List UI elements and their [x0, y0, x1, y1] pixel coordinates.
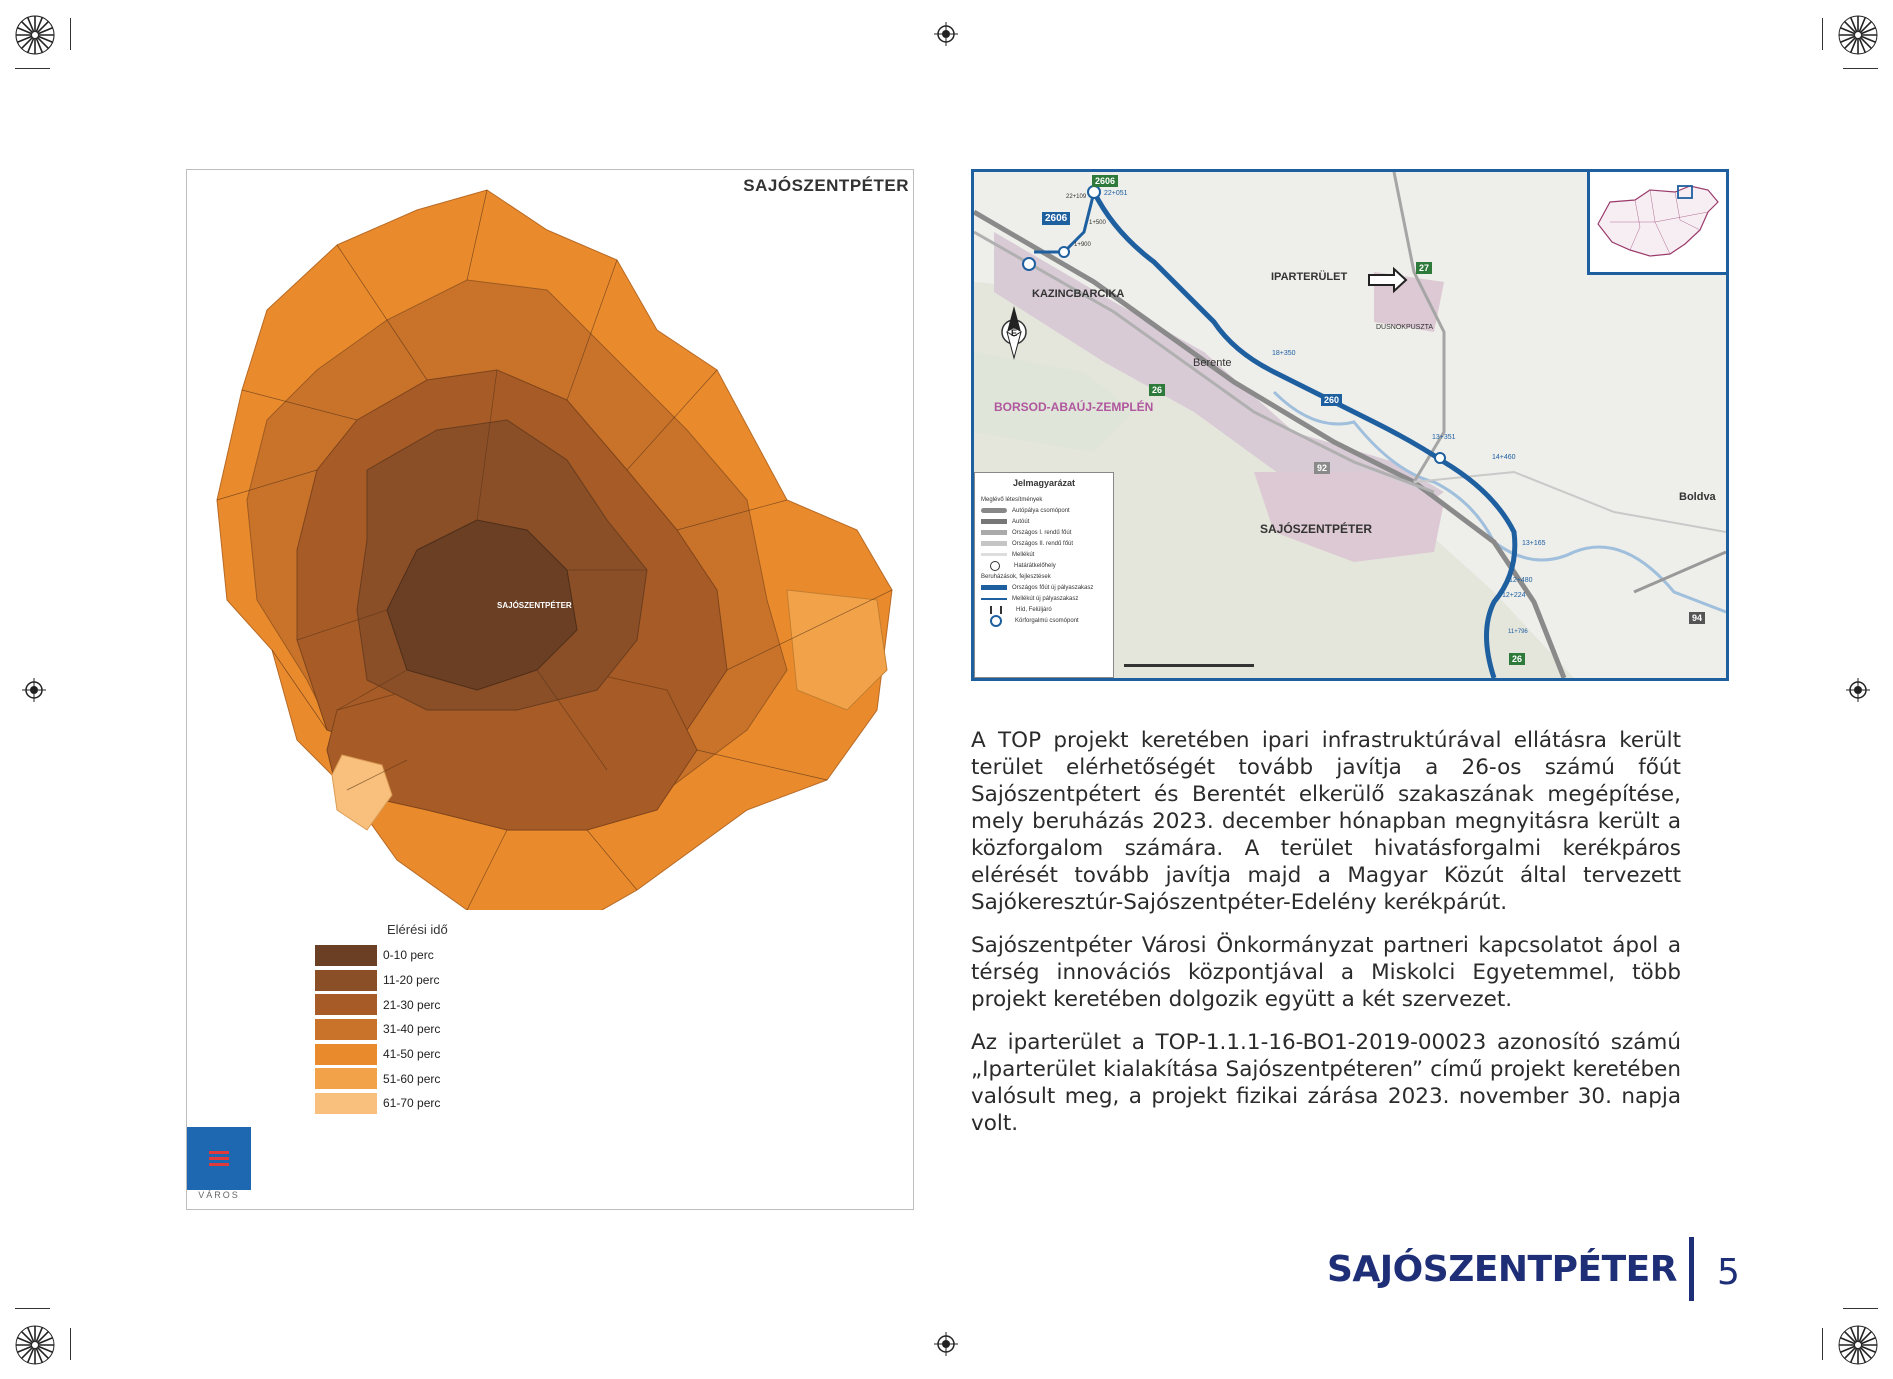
legend-item — [975, 571, 1113, 582]
legend-item — [975, 505, 1113, 516]
road-shield: 260 — [1321, 394, 1342, 406]
map-legend — [315, 922, 448, 1116]
km-mark: 18+350 — [1272, 350, 1296, 357]
legend-item — [975, 560, 1113, 571]
legend-item — [975, 615, 1113, 626]
registration-mark-bottom-right — [1838, 1325, 1878, 1365]
legend-item — [975, 593, 1113, 604]
legend-item — [975, 549, 1113, 560]
crop-line — [1822, 1328, 1823, 1360]
legend-row — [315, 968, 448, 993]
map-title: SAJÓSZENTPÉTER — [743, 176, 909, 195]
label-kazincbarcika: KAZINCBARCIKA — [1032, 288, 1125, 300]
legend-swatch — [315, 945, 377, 966]
crop-line — [15, 1308, 50, 1309]
legend-item-label: Országos főút új pályaszakasz — [1012, 584, 1094, 591]
legend-item-label: Autópálya csomópont — [1012, 507, 1070, 514]
km-mark: 22+051 — [1104, 190, 1128, 197]
publisher-logo — [187, 1127, 251, 1190]
legend-row — [315, 1091, 448, 1116]
registration-mark-top-right — [1838, 15, 1878, 55]
legend-label: 21-30 perc — [383, 997, 441, 1012]
road-shield: 2606 — [1092, 175, 1118, 187]
km-mark: 13+351 — [1432, 434, 1456, 441]
paragraph: Az iparterület a TOP-1.1.1-16-BO1-2019-00023 azonosító számú „Iparterület kialakítása Sajószentpéteren” című projekt keretében valósult meg, a projekt fizikai zárása 2023. november 30. napja volt. — [971, 1030, 1681, 1136]
map-center-label: SAJÓSZENTPÉTER — [497, 601, 572, 610]
legend-item — [975, 494, 1113, 505]
road-map-legend-title: Jelmagyarázat — [1012, 478, 1076, 488]
road-shield: 26 — [1149, 384, 1165, 396]
legend-item-label: Beruházások, fejlesztések — [981, 573, 1051, 580]
footer-title: SAJÓSZENTPÉTER — [1327, 1249, 1677, 1290]
legend-swatch — [315, 994, 377, 1015]
logo-mark-icon — [187, 1127, 251, 1190]
legend-swatch — [315, 1019, 377, 1040]
legend-label: 61-70 perc — [383, 1096, 441, 1111]
km-mark: 22+109 — [1066, 194, 1087, 200]
hungary-outline-icon — [1590, 172, 1726, 272]
km-mark: 13+165 — [1522, 540, 1546, 547]
legend-title: Elérési idő — [387, 922, 448, 937]
footer-divider — [1689, 1237, 1694, 1301]
legend-item-label: Országos II. rendű főút — [1012, 540, 1074, 547]
km-mark: 1+500 — [1089, 220, 1106, 226]
label-iparterulet: IPARTERÜLET — [1271, 271, 1348, 283]
km-mark: 12+224 — [1502, 592, 1526, 599]
svg-text:É: É — [1011, 328, 1018, 338]
legend-label: 31-40 perc — [383, 1022, 441, 1037]
paragraph: A TOP projekt keretében ipari infrastruktúrával ellátásra került terület elérhetőségét tovább javítja a 26-os számú főút Sajószentpétert és Berentét elkerülő szakaszának megépítése, mely beruházás 2023. december hónapban megnyitásra került a közforgalom számára. A terület hivatásforgalmi kerékpáros elérését tovább javítja majd a Magyar Közút által tervezett Sajókeresztúr-Sajószentpéter-Edelény kerékpárút. — [971, 728, 1681, 915]
legend-swatch — [315, 1068, 377, 1089]
km-mark: 12+480 — [1509, 577, 1533, 584]
legend-row — [315, 1042, 448, 1067]
legend-row — [315, 943, 448, 968]
legend-item-label: Mellékút — [1012, 551, 1035, 558]
legend-row — [315, 1066, 448, 1091]
crop-line — [1822, 18, 1823, 50]
legend-swatch — [315, 1044, 377, 1065]
page-number: 5 — [1717, 1252, 1740, 1293]
crop-line — [15, 68, 50, 69]
road-shield: 27 — [1416, 262, 1432, 274]
legend-row — [315, 1017, 448, 1042]
legend-label: 41-50 perc — [383, 1047, 441, 1062]
crop-line — [1843, 1308, 1878, 1309]
legend-swatch — [315, 970, 377, 991]
legend-item-label: Országos I. rendű főút — [1012, 529, 1072, 536]
legend-item-label: Határátkelőhely — [1014, 562, 1056, 569]
legend-item — [975, 516, 1113, 527]
road-shield: 26 — [1509, 653, 1525, 665]
crop-line — [1843, 68, 1878, 69]
km-mark: 11+796 — [1508, 629, 1528, 635]
label-sajoszentpeter: SAJÓSZENTPÉTER — [1260, 522, 1373, 536]
crosshair-mark-right — [1846, 678, 1870, 702]
legend-item-label: Mellékút új pályaszakasz — [1012, 595, 1079, 602]
label-boldva: Boldva — [1679, 491, 1716, 503]
legend-item-label: Körforgalmú csomópont — [1015, 617, 1079, 624]
registration-mark-top-left — [15, 15, 55, 55]
paragraph: Sajószentpéter Városi Önkormányzat partneri kapcsolatot ápol a térség innovációs központjával a Miskolci Egyetemmel, több projekt keretében dolgozik együtt a két szervezet. — [971, 933, 1681, 1012]
legend-item — [975, 538, 1113, 549]
legend-item-label: Híd, Felüljáró — [1016, 606, 1052, 613]
hungary-locator-inset — [1587, 172, 1726, 275]
legend-item — [975, 527, 1113, 538]
road-bypass-map — [971, 169, 1729, 681]
legend-item — [975, 582, 1113, 593]
road-shield: 94 — [1689, 612, 1705, 624]
road-map-legend — [974, 472, 1114, 678]
label-county: BORSOD-ABAÚJ-ZEMPLÉN — [994, 400, 1154, 414]
crosshair-mark-bottom — [934, 1332, 958, 1356]
km-mark: 14+460 — [1492, 454, 1516, 461]
legend-label: 0-10 perc — [383, 948, 434, 963]
legend-swatch — [315, 1093, 377, 1114]
legend-item-label: Meglévő létesítmények — [981, 496, 1043, 503]
legend-item — [975, 604, 1113, 615]
label-dusnokpuszta: DUSNOKPUSZTA — [1376, 324, 1434, 331]
label-berente: Berente — [1193, 357, 1232, 369]
catchment-area-map — [187, 170, 913, 910]
crosshair-mark-top — [934, 22, 958, 46]
legend-item-label: Autóút — [1012, 518, 1030, 525]
logo-text: VÁROS — [198, 1190, 240, 1200]
crosshair-mark-left — [22, 678, 46, 702]
km-mark: 1+900 — [1074, 242, 1091, 248]
accessibility-map — [186, 169, 914, 1210]
road-shield: 2606 — [1042, 212, 1070, 225]
legend-label: 11-20 perc — [383, 973, 440, 988]
legend-label: 51-60 perc — [383, 1071, 441, 1086]
crop-line — [70, 18, 71, 50]
body-text — [971, 727, 1681, 1153]
crop-line — [70, 1328, 71, 1360]
road-shield: 92 — [1314, 462, 1330, 474]
legend-row — [315, 992, 448, 1017]
registration-mark-bottom-left — [15, 1325, 55, 1365]
